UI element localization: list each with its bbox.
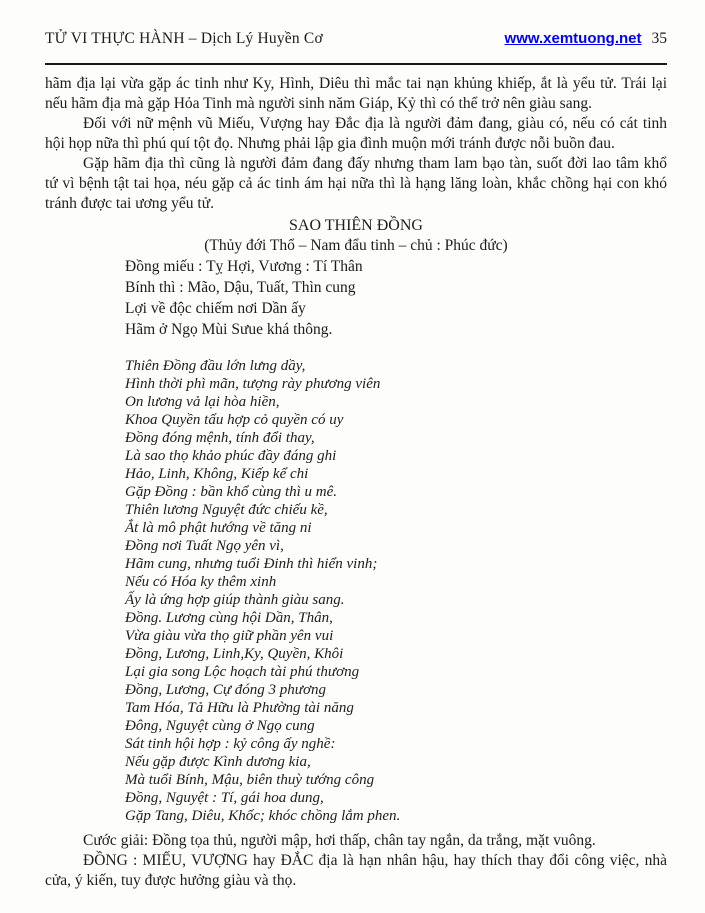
position-line: Bính thì : Mão, Dậu, Tuất, Thìn cung: [125, 279, 356, 296]
paragraph-continuation: hãm địa lại vừa gặp ác tinh như Ky, Hình, Diêu thì mắc tai nạn khủng khiếp, ắt là yểu tử. Trái lại nếu hãm địa mà gặp Hỏa Tinh mà người sinh năm Giáp, Kỷ thì có thể trở nên giàu sang.: [45, 75, 667, 112]
poem-line: Ắt là mô phật hướng về tăng ni: [125, 520, 312, 536]
poem-line: Gặp Tang, Diêu, Khốc; khóc chồng lắm phen.: [125, 808, 401, 824]
poem-line: Đồng đóng mệnh, tính đổi thay,: [125, 430, 315, 446]
paragraph-female-fate: Đối với nữ mệnh vũ Miếu, Vượng hay Đắc địa là người đảm đang, giàu có, nếu có cát tinh hội họp nữa thì phú quí tột đọ. Nhưng phải lập gia đình muộn mới tránh được nỗi buồn đau.: [45, 115, 667, 152]
poem-line: Vừa giàu vừa thọ giữ phần yên vui: [125, 628, 334, 644]
poem-line: Thiên Đồng đầu lớn lưng dầy,: [125, 358, 306, 374]
poem-line: Khoa Quyền tấu hợp cỏ quyền có uy: [125, 412, 344, 428]
poem-line: Tam Hóa, Tả Hữu là Phường tài năng: [125, 700, 354, 716]
poem-line: Sát tinh hội hợp : kỷ công ấy nghề:: [125, 736, 336, 752]
poem-line: Đông, Nguyệt cùng ở Ngọ cung: [125, 718, 315, 734]
page-number: 35: [651, 30, 667, 47]
star-position-block: [125, 256, 667, 340]
poem-line: Nếu có Hóa ky thêm xinh: [125, 574, 277, 590]
header-divider: [45, 63, 667, 65]
poem-line: Hãm cung, nhưng tuổi Đinh thì hiển vinh;: [125, 556, 378, 572]
paragraph-ham-dia: Gặp hãm địa thì cũng là người đảm đang đấy nhưng tham lam bạo tàn, suốt đời lao tâm khổ tứ vì bệnh tật tai họa, néu gặp cả ác tinh ám hại nữa thì là hạng lăng loàn, khắc chồng hại con khó tránh được tai ương yểu tử.: [45, 155, 667, 212]
poem-line: On lương vả lại hòa hiền,: [125, 394, 280, 410]
poem-line: Đồng, Nguyệt : Tí, gái hoa dung,: [125, 790, 324, 806]
position-line: Lợi về độc chiếm nơi Dần ấy: [125, 300, 306, 317]
poem-line: Đồng, Lương, Linh,Ky, Quyền, Khôi: [125, 646, 344, 662]
section-subtitle: (Thủy đới Thổ – Nam đẩu tinh – chủ : Phúc đức): [204, 237, 508, 254]
poem-line: Lại gia song Lộc hoạch tài phú thương: [125, 664, 360, 680]
poem-block: [125, 357, 667, 825]
page-content: [45, 74, 667, 891]
header-right: [505, 30, 667, 48]
paragraph-cuoc-giai: Cước giải: Đồng tọa thủ, người mập, hơi thấp, chân tay ngắn, da trắng, mặt vuông.: [83, 832, 596, 849]
poem-line: Đồng. Lương cùng hội Dần, Thân,: [125, 610, 333, 626]
page-header: [45, 30, 667, 48]
book-title: TỬ VI THỰC HÀNH – Dịch Lý Huyền Cơ: [45, 30, 323, 47]
poem-line: Nếu gặp được Kình dương kia,: [125, 754, 311, 770]
poem-line: Gặp Đồng : bần khổ cùng thì u mê.: [125, 484, 338, 500]
poem-line: Mà tuổi Bính, Mậu, biên thuỳ tướng công: [125, 772, 375, 788]
poem-line: Đồng, Lương, Cự đóng 3 phương: [125, 682, 326, 698]
position-line: Đồng miếu : Tỵ Hợi, Vương : Tí Thân: [125, 258, 363, 275]
website-link[interactable]: www.xemtuong.net: [504, 30, 642, 47]
poem-line: Hình thời phì mãn, tượng rày phương viên: [125, 376, 381, 392]
poem-line: Đồng nơi Tuất Ngọ yên vì,: [125, 538, 284, 554]
poem-line: Hảo, Linh, Không, Kiếp kể chi: [125, 466, 309, 482]
poem-line: Ấy là ứng hợp giúp thành giàu sang.: [125, 592, 345, 608]
section-heading: SAO THIÊN ĐỒNG: [289, 217, 423, 234]
paragraph-dong-mieu-vuong: ĐỒNG : MIẾU, VƯỢNG hay ĐẮC địa là hạn nhân hậu, hay thích thay đổi công việc, nhà cửa, ý kiến, tuy được hưởng giàu và thọ.: [45, 852, 667, 889]
poem-line: Thiên lương Nguyệt đức chiếu kề,: [125, 502, 328, 518]
position-line: Hãm ở Ngọ Mùi Sưue khá thông.: [125, 321, 333, 338]
poem-line: Là sao thọ khảo phúc đầy đáng ghi: [125, 448, 337, 464]
